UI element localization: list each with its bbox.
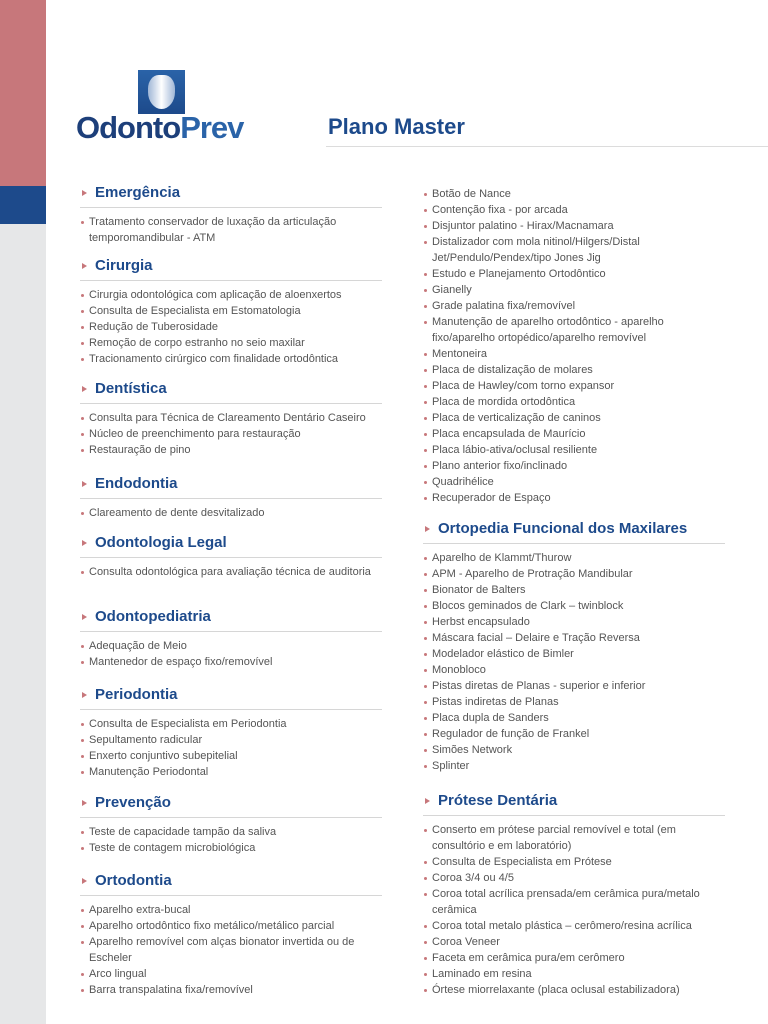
list-item: Gianelly <box>423 282 723 298</box>
section-heading <box>80 793 382 818</box>
triangle-bullet-icon <box>82 481 87 487</box>
section-item-list <box>80 824 382 856</box>
triangle-bullet-icon <box>425 798 430 804</box>
section-item-list <box>80 902 382 998</box>
section-heading-text: Emergência <box>95 184 181 201</box>
section-item-list <box>80 505 382 521</box>
section-heading-text: Ortodontia <box>95 872 172 889</box>
list-item: Distalizador com mola nitinol/Hilgers/Distal Jet/Pendulo/Pendex/tipo Jones Jig <box>423 234 723 266</box>
side-stripe-gray <box>0 224 46 1024</box>
section-heading <box>80 607 382 632</box>
list-item: Pistas indiretas de Planas <box>423 694 725 710</box>
section-prevencao <box>80 793 382 856</box>
section-item-list <box>80 716 382 780</box>
list-item: Barra transpalatina fixa/removível <box>80 982 382 998</box>
section-ortopedia-funcional-dos-maxilares <box>423 519 725 774</box>
section-cirurgia <box>80 256 382 367</box>
section-heading <box>80 379 382 404</box>
section-heading-text: Odontopediatria <box>95 608 211 625</box>
list-item: Splinter <box>423 758 725 774</box>
list-item: Sepultamento radicular <box>80 732 382 748</box>
list-item: Placa de verticalização de caninos <box>423 410 723 426</box>
section-emergencia <box>80 183 382 246</box>
section-item-list <box>80 287 382 367</box>
list-item: Adequação de Meio <box>80 638 382 654</box>
list-item: Simões Network <box>423 742 725 758</box>
list-item: Consulta de Especialista em Estomatologia <box>80 303 382 319</box>
list-item: Recuperador de Espaço <box>423 490 723 506</box>
list-item: Aparelho removível com alças bionator invertida ou de Escheler <box>80 934 382 966</box>
ortodontia-continued-list <box>423 186 723 506</box>
section-odontologia-legal <box>80 533 382 580</box>
list-item: Estudo e Planejamento Ortodôntico <box>423 266 723 282</box>
list-item: Coroa 3/4 ou 4/5 <box>423 870 725 886</box>
list-item: Tratamento conservador de luxação da articulação temporomandibular - ATM <box>80 214 382 246</box>
list-item: Clareamento de dente desvitalizado <box>80 505 382 521</box>
side-stripe-blue <box>0 186 46 224</box>
section-periodontia <box>80 685 382 780</box>
section-heading <box>80 871 382 896</box>
section-item-list <box>80 214 382 246</box>
list-item: Pistas diretas de Planas - superior e inferior <box>423 678 725 694</box>
list-item: Blocos geminados de Clark – twinblock <box>423 598 725 614</box>
list-item: Tracionamento cirúrgico com finalidade ortodôntica <box>80 351 382 367</box>
list-item: Restauração de pino <box>80 442 382 458</box>
list-item: Coroa total acrílica prensada/em cerâmica pura/metalo cerâmica <box>423 886 725 918</box>
list-item: Mantenedor de espaço fixo/removível <box>80 654 382 670</box>
section-heading-text: Prótese Dentária <box>438 792 558 809</box>
triangle-bullet-icon <box>82 800 87 806</box>
list-item: Arco lingual <box>80 966 382 982</box>
list-item: Placa encapsulada de Maurício <box>423 426 723 442</box>
list-item: Consulta de Especialista em Prótese <box>423 854 725 870</box>
section-heading <box>80 685 382 710</box>
list-item: Aparelho ortodôntico fixo metálico/metálico parcial <box>80 918 382 934</box>
list-item: Placa lábio-ativa/oclusal resiliente <box>423 442 723 458</box>
section-heading-text: Ortopedia Funcional dos Maxilares <box>438 520 688 537</box>
list-item: Núcleo de preenchimento para restauração <box>80 426 382 442</box>
list-item: Cirurgia odontológica com aplicação de aloenxertos <box>80 287 382 303</box>
list-item: Modelador elástico de Bimler <box>423 646 725 662</box>
list-item: Coroa total metalo plástica – cerômero/resina acrílica <box>423 918 725 934</box>
list-item: Regulador de função de Frankel <box>423 726 725 742</box>
side-stripe-pink <box>0 0 46 186</box>
section-odontopediatria <box>80 607 382 670</box>
section-heading-text: Periodontia <box>95 686 178 703</box>
list-item: Consulta de Especialista em Periodontia <box>80 716 382 732</box>
list-item: Coroa Veneer <box>423 934 725 950</box>
section-heading <box>423 791 725 816</box>
triangle-bullet-icon <box>82 386 87 392</box>
logo-wordmark: OdontoPrev <box>76 110 244 145</box>
list-item: Aparelho de Klammt/Thurow <box>423 550 725 566</box>
list-item: Herbst encapsulado <box>423 614 725 630</box>
list-item: Remoção de corpo estranho no seio maxilar <box>80 335 382 351</box>
triangle-bullet-icon <box>82 190 87 196</box>
list-item: APM - Aparelho de Protração Mandibular <box>423 566 725 582</box>
list-item: Quadrihélice <box>423 474 723 490</box>
list-item: Bionator de Balters <box>423 582 725 598</box>
list-item: Placa de mordida ortodôntica <box>423 394 723 410</box>
list-item: Máscara facial – Delaire e Tração Reversa <box>423 630 725 646</box>
page-title: Plano Master <box>328 114 465 139</box>
list-item: Placa de Hawley/com torno expansor <box>423 378 723 394</box>
list-item: Plano anterior fixo/inclinado <box>423 458 723 474</box>
list-item: Laminado em resina <box>423 966 725 982</box>
list-item: Teste de capacidade tampão da saliva <box>80 824 382 840</box>
list-item: Faceta em cerâmica pura/em cerômero <box>423 950 725 966</box>
section-item-list <box>80 564 382 580</box>
triangle-bullet-icon <box>82 263 87 269</box>
section-heading-text: Endodontia <box>95 475 178 492</box>
title-divider <box>326 146 768 147</box>
section-dentistica <box>80 379 382 458</box>
list-item: Placa de distalização de molares <box>423 362 723 378</box>
section-heading <box>80 474 382 499</box>
list-item: Placa dupla de Sanders <box>423 710 725 726</box>
list-item: Consulta para Técnica de Clareamento Dentário Caseiro <box>80 410 382 426</box>
section-heading <box>80 183 382 208</box>
section-heading-text: Odontologia Legal <box>95 534 227 551</box>
odontoprev-logo <box>76 70 246 150</box>
list-item: Órtese miorrelaxante (placa oclusal estabilizadora) <box>423 982 725 998</box>
triangle-bullet-icon <box>82 692 87 698</box>
section-heading <box>80 533 382 558</box>
triangle-bullet-icon <box>82 878 87 884</box>
list-item: Disjuntor palatino - Hirax/Macnamara <box>423 218 723 234</box>
list-item: Redução de Tuberosidade <box>80 319 382 335</box>
section-heading <box>80 256 382 281</box>
list-item: Mentoneira <box>423 346 723 362</box>
triangle-bullet-icon <box>82 540 87 546</box>
section-heading-text: Cirurgia <box>95 257 153 274</box>
triangle-bullet-icon <box>425 526 430 532</box>
list-item: Botão de Nance <box>423 186 723 202</box>
list-item: Conserto em prótese parcial removível e total (em consultório e em laboratório) <box>423 822 725 854</box>
section-item-list <box>80 410 382 458</box>
list-item: Grade palatina fixa/removível <box>423 298 723 314</box>
section-heading <box>423 519 725 544</box>
list-item: Consulta odontológica para avaliação técnica de auditoria <box>80 564 382 580</box>
section-ortodontia <box>80 871 382 998</box>
list-item: Manutenção Periodontal <box>80 764 382 780</box>
section-item-list <box>423 550 725 774</box>
section-protese-dentaria <box>423 791 725 998</box>
section-item-list <box>423 822 725 998</box>
section-endodontia <box>80 474 382 521</box>
list-item: Contenção fixa - por arcada <box>423 202 723 218</box>
section-heading-text: Prevenção <box>95 794 171 811</box>
tooth-logo-icon <box>138 70 185 114</box>
list-item: Manutenção de aparelho ortodôntico - aparelho fixo/aparelho ortopédico/aparelho removível <box>423 314 723 346</box>
list-item: Aparelho extra-bucal <box>80 902 382 918</box>
list-item: Teste de contagem microbiológica <box>80 840 382 856</box>
section-item-list <box>80 638 382 670</box>
triangle-bullet-icon <box>82 614 87 620</box>
list-item: Enxerto conjuntivo subepitelial <box>80 748 382 764</box>
section-heading-text: Dentística <box>95 380 167 397</box>
list-item: Monobloco <box>423 662 725 678</box>
